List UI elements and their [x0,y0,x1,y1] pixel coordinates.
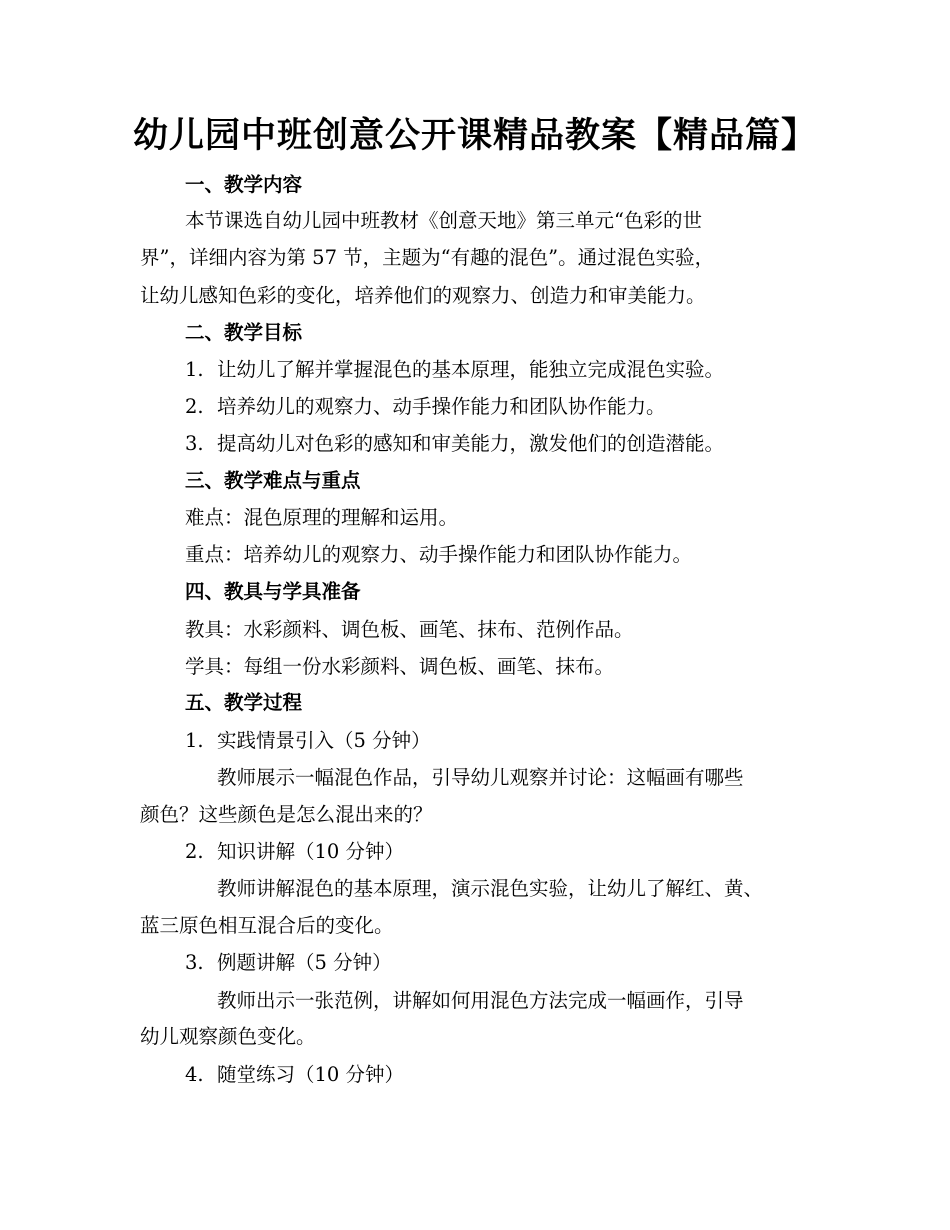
paragraph-line: 颜色？这些颜色是怎么混出来的？ [140,803,433,826]
list-number: 2. [185,395,204,418]
step-number: 3. [185,951,204,974]
section-heading-content: 一、教学内容 [185,173,303,196]
difficulty-text: 难点：混色原理的理解和运用。 [185,506,459,529]
paragraph-line: 蓝三原色相互混合后的变化。 [140,914,394,937]
process-step [185,1062,404,1088]
document-title: 幼儿园中班创意公开课精品教案【精品篇】 [132,115,817,156]
list-text: 让幼儿了解并掌握混色的基本原理，能独立完成混色实验。 [217,358,725,381]
step-label: 随堂练习（10 分钟） [217,1063,405,1086]
paragraph-line: 幼儿观察颜色变化。 [140,1025,316,1048]
teacher-materials-text: 教具：水彩颜料、调色板、画笔、抹布、范例作品。 [185,618,634,641]
step-label: 实践情景引入（5 分钟） [217,729,431,752]
section-heading-materials: 四、教具与学具准备 [185,580,361,603]
paragraph-line: 界”，详细内容为第 57 节，主题为“有趣的混色”。通过混色实验， [140,246,715,269]
section-heading-objectives: 二、教学目标 [185,321,303,344]
section-heading-difficulties: 三、教学难点与重点 [185,469,361,492]
paragraph-line: 教师展示一幅混色作品，引导幼儿观察并讨论：这幅画有哪些 [217,766,744,789]
step-number: 1. [185,729,204,752]
list-item [185,357,724,383]
list-number: 1. [185,358,204,381]
step-label: 例题讲解（5 分钟） [217,951,392,974]
list-item [185,431,724,457]
paragraph-line: 让幼儿感知色彩的变化，培养他们的观察力、创造力和审美能力。 [140,284,706,307]
step-number: 2. [185,840,204,863]
key-point-text: 重点：培养幼儿的观察力、动手操作能力和团队协作能力。 [185,543,693,566]
process-step [185,839,404,865]
paragraph-line: 教师讲解混色的基本原理，演示混色实验，让幼儿了解红、黄、 [217,877,764,900]
process-step [185,728,431,754]
step-number: 4. [185,1063,204,1086]
process-step [185,950,392,976]
student-materials-text: 学具：每组一份水彩颜料、调色板、画笔、抹布。 [185,655,615,678]
list-number: 3. [185,432,204,455]
paragraph-line: 本节课选自幼儿园中班教材《创意天地》第三单元“色彩的世 [185,209,702,232]
paragraph-line: 教师出示一张范例，讲解如何用混色方法完成一幅画作，引导 [217,989,744,1012]
list-text: 提高幼儿对色彩的感知和审美能力，激发他们的创造潜能。 [217,432,725,455]
section-heading-process: 五、教学过程 [185,691,303,714]
list-text: 培养幼儿的观察力、动手操作能力和团队协作能力。 [217,395,666,418]
list-item [185,394,666,420]
step-label: 知识讲解（10 分钟） [217,840,405,863]
